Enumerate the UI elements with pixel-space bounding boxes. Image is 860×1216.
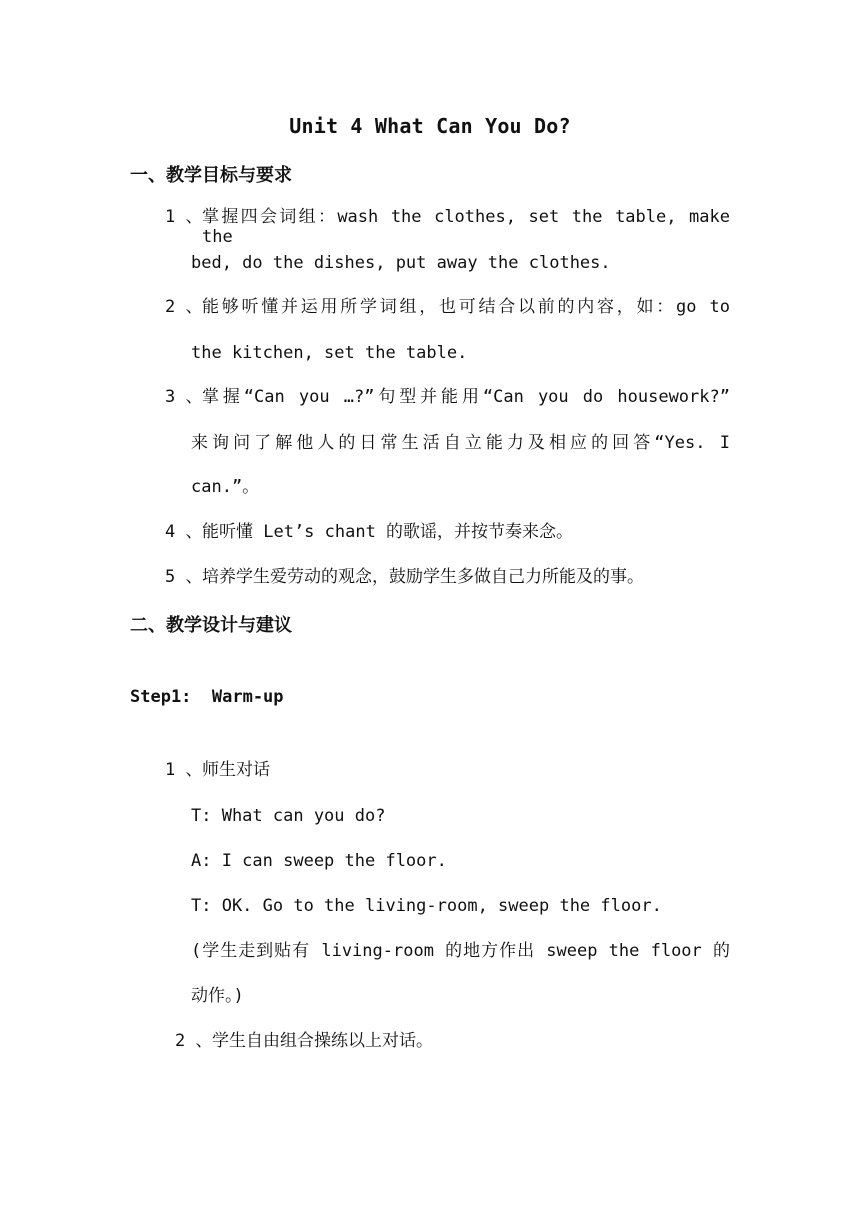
activity-note-line-2: 动作。) (191, 986, 244, 1006)
section2-heading: 二、教学设计与建议 (130, 615, 292, 636)
objective-1-line-2: bed, do the dishes, put away the clothes. (191, 253, 611, 273)
objective-2-line-2: the kitchen, set the table. (191, 343, 468, 363)
objective-3-line-3: can.”。 (191, 477, 260, 497)
dialog-line-2: A: I can sweep the floor. (191, 851, 447, 871)
page-title: Unit 4 What Can You Do? (289, 114, 571, 138)
dialog-line-3: T: OK. Go to the living-room, sweep the floor. (191, 896, 662, 916)
objective-4-number: 4 、 (165, 522, 203, 542)
objective-2-line-1: 能够听懂并运用所学词组，也可结合以前的内容，如：go to (202, 297, 730, 317)
dialog-line-1: T: What can you do? (191, 806, 386, 826)
objective-2-number: 2 、 (165, 297, 203, 317)
step1-item-1-label: 师生对话 (202, 760, 270, 780)
objective-3-line-1: 掌握“Can you …?”句型并能用“Can you do housework?” (202, 387, 730, 407)
step1-item-2-label: 学生自由组合操练以上对话。 (212, 1031, 433, 1051)
activity-note-line-1: (学生走到贴有 living-room 的地方作出 sweep the floor 的 (191, 941, 730, 961)
objective-4-line-1: 能听懂 Let’s chant 的歌谣，并按节奏来念。 (202, 522, 574, 542)
objective-5-number: 5 、 (165, 567, 203, 587)
step1-item-2-number: 2 、 (175, 1031, 213, 1051)
section1-heading: 一、教学目标与要求 (130, 165, 292, 186)
objective-3-line-2: 来询问了解他人的日常生活自立能力及相应的回答“Yes. I (191, 433, 730, 453)
objective-3-number: 3 、 (165, 387, 203, 407)
objective-5-line-1: 培养学生爱劳动的观念，鼓励学生多做自己力所能及的事。 (202, 567, 644, 587)
step1-heading: Step1: Warm-up (130, 687, 284, 707)
objective-1-line-1: 掌握四会词组：wash the clothes, set the table, make the (202, 207, 730, 248)
objective-1-number: 1 、 (165, 207, 203, 227)
step1-item-1-number: 1 、 (165, 760, 203, 780)
